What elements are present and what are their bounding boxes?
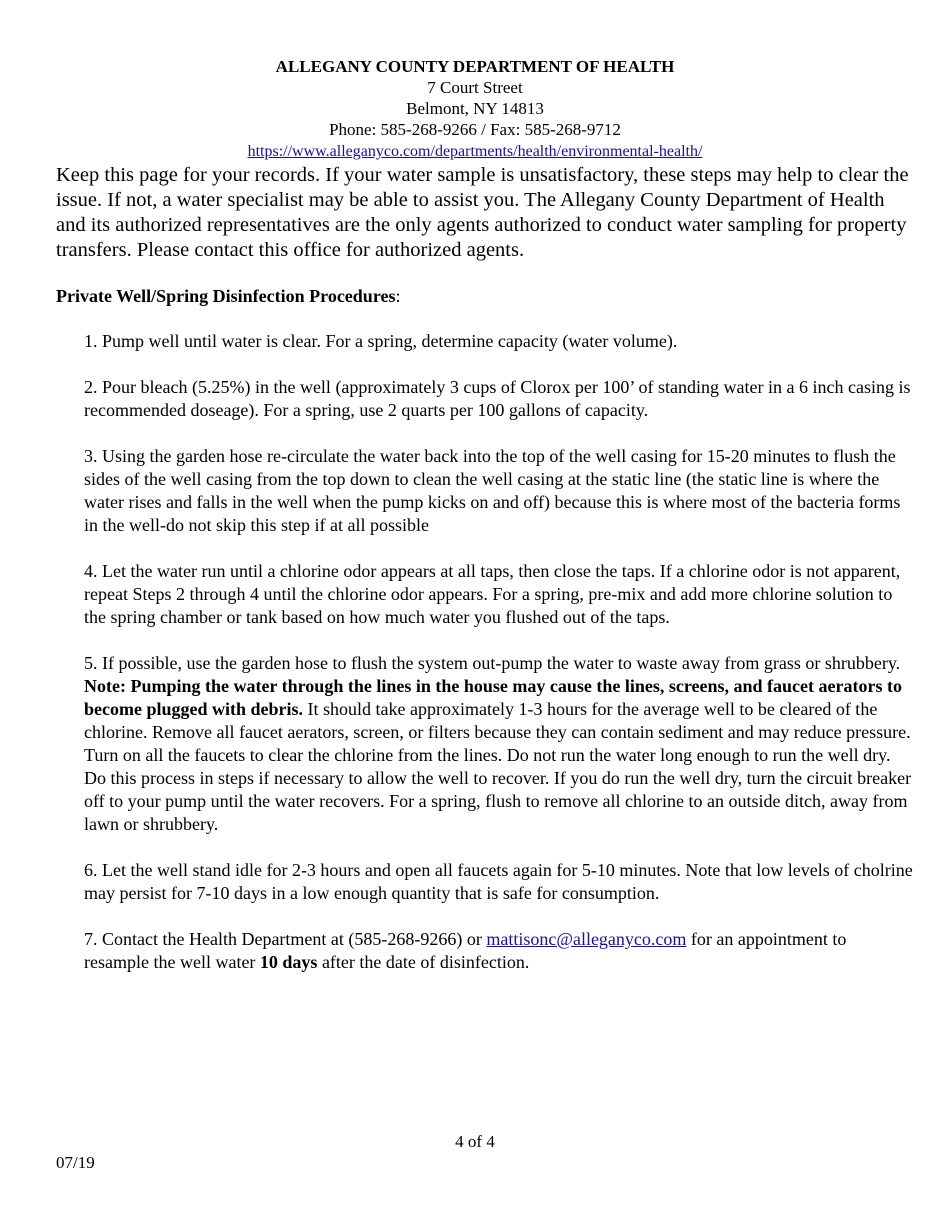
intro-paragraph: Keep this page for your records. If your water sample is unsatisfactory, these steps may help to clear the issue. If not, a water specialist may be able to assist you. The Allegany County Department of Health and its authorized representatives are the only agents authorized to conduct water sampling for property transfers. Please contact this office for authorized agents. (56, 164, 909, 261)
revision-date: 07/19 (56, 1153, 95, 1172)
section-colon: : (395, 286, 401, 306)
step-1: 1. Pump well until water is clear. For a spring, determine capacity (water volume). (84, 331, 678, 351)
step-6: 6. Let the well stand idle for 2-3 hours and open all faucets again for 5-10 minutes. Note that low levels of cholrine may persist for 7-10 days in a low enough quantity that is safe for consumption. (84, 860, 913, 903)
section-title: Private Well/Spring Disinfection Procedures (56, 286, 396, 306)
step-5-body: It should take approximately 1-3 hours for the average well to be cleared of the chlorine. Remove all faucet aerators, screen, or filters because they can contain sediment and may reduce pressure. Turn on all the faucets to clear the chlorine from the lines. Do not run the water long enough to run the well dry. Do this process in steps if necessary to allow the well to recover. If you do run the well dry, turn the circuit breaker off to your pump until the water recovers. For a spring, flush to remove all chlorine to an outside ditch, away from lawn or shrubbery. (84, 699, 912, 834)
step-7-end: after the date of disinfection. (317, 952, 530, 972)
step-5 (84, 652, 914, 836)
step-7-intro: 7. Contact the Health Department at (585-268-9266) or (84, 929, 487, 949)
street-address: 7 Court Street (427, 78, 523, 97)
organization-name: ALLEGANY COUNTY DEPARTMENT OF HEALTH (275, 57, 675, 76)
phone-fax: Phone: 585-268-9266 / Fax: 585-268-9712 (329, 120, 621, 139)
website-link[interactable]: https://www.alleganyco.com/departments/health/environmental-health/ (247, 143, 703, 160)
step-5-note: Note: Pumping the water through the lines in the house may cause the lines, screens, and faucet aerators to become plugged with debris. (84, 676, 902, 719)
email-link[interactable]: mattisonc@alleganyco.com (486, 929, 687, 949)
section-heading (56, 286, 401, 307)
step-7 (84, 928, 914, 974)
step-2: 2. Pour bleach (5.25%) in the well (approximately 3 cups of Clorox per 100’ of standing water in a 6 inch casing is recommended doseage). For a spring, use 2 quarts per 100 gallons of capacity. (84, 377, 911, 420)
page-number: 4 of 4 (455, 1132, 495, 1151)
step-4: 4. Let the water run until a chlorine odor appears at all taps, then close the taps. If a chlorine odor is not apparent, repeat Steps 2 through 4 until the chlorine odor appears. For a spring, pre-mix and add more chlorine solution to the spring chamber or tank based on how much water you flushed out of the taps. (84, 561, 901, 627)
procedure-steps (84, 330, 914, 997)
step-7-days: 10 days (259, 952, 318, 972)
city-address: Belmont, NY 14813 (406, 99, 544, 118)
step-3: 3. Using the garden hose re-circulate the water back into the top of the well casing for 15-20 minutes to flush the sides of the well casing from the top down to clean the well casing at the static line (the static line is where the water rises and falls in the well when the pump kicks on and off) because this is where most of the bacteria forms in the well-do not skip this step if at all possible (84, 446, 901, 535)
letterhead (0, 56, 950, 162)
step-5-intro: 5. If possible, use the garden hose to flush the system out-pump the water to waste away from grass or shrubbery. (84, 653, 901, 673)
step-7-mid: for an appointment to resample the well water (84, 929, 847, 972)
